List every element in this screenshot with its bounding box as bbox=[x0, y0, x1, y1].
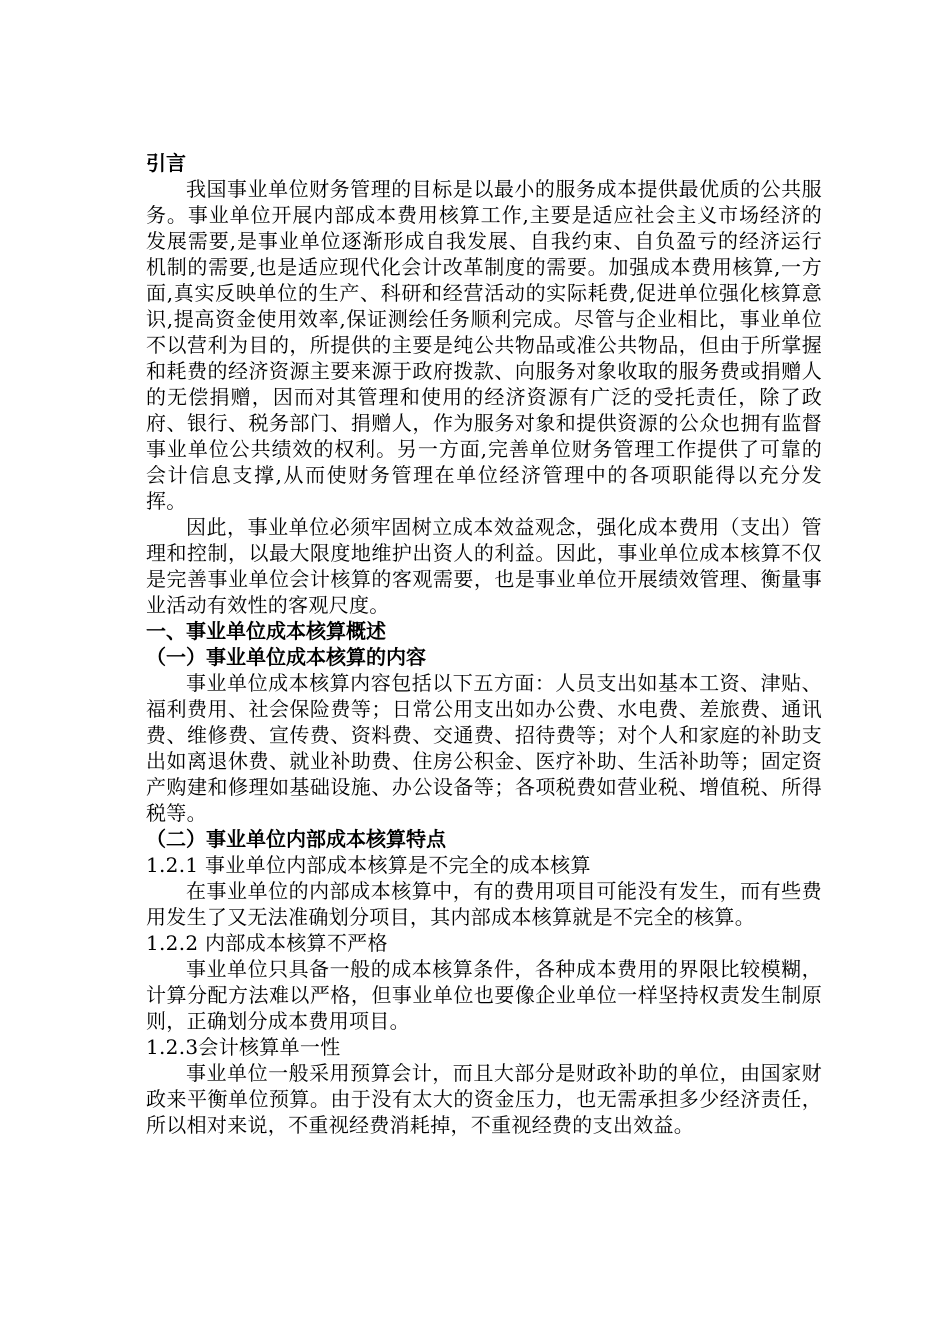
subsection-1-paragraph: 事业单位成本核算内容包括以下五方面：人员支出如基本工资、津贴、福利费用、社会保险费等；日常公用支出如办公费、水电费、差旅费、通讯费、维修费、宣传费、资料费、交通费、招待费等；对个人和家庭的补助支出如离退休费、就业补助费、住房公积金、医疗补助、生活补助等；固定资产购建和修理如基础设施、办公设备等；各项税费如营业税、增值税、所得税等。 bbox=[146, 671, 822, 825]
subsection-1-heading: （一）事业单位成本核算的内容 bbox=[146, 645, 426, 669]
intro-paragraph-1: 我国事业单位财务管理的目标是以最小的服务成本提供最优质的公共服务。事业单位开展内部成本费用核算工作,主要是适应社会主义市场经济的发展需要,是事业单位逐渐形成自我发展、自我约束、自负盈亏的经济运行机制的需要,也是适应现代化会计改革制度的需要。加强成本费用核算,一方面,真实反映单位的生产、科研和经营活动的实际耗费,促进单位强化核算意识,提高资金使用效率,保证测绘任务顺利完成。尽管与企业相比，事业单位不以营利为目的，所提供的主要是纯公共物品或准公共物品，但由于所掌握和耗费的经济资源主要来源于政府拨款、向服务对象收取的服务费或捐赠人的无偿捐赠，因而对其管理和使用的经济资源有广泛的受托责任，除了政府、银行、税务部门、捐赠人，作为服务对象和提供资源的公众也拥有监督事业单位公共绩效的权利。另一方面,完善单位财务管理工作提供了可靠的会计信息支撑,从而使财务管理在单位经济管理中的各项职能得以充分发挥。 bbox=[146, 177, 822, 513]
subsection-2-heading: （二）事业单位内部成本核算特点 bbox=[146, 827, 446, 851]
item-1-2-3-title: 1.2.3会计核算单一性 bbox=[146, 1035, 341, 1059]
document-page bbox=[146, 150, 822, 1138]
item-1-2-1-paragraph: 在事业单位的内部成本核算中，有的费用项目可能没有发生，而有些费用发生了又无法准确划分项目，其内部成本核算就是不完全的核算。 bbox=[146, 879, 822, 929]
intro-paragraph-2: 因此，事业单位必须牢固树立成本效益观念，强化成本费用（支出）管理和控制，以最大限度地维护出资人的利益。因此，事业单位成本核算不仅是完善事业单位会计核算的客观需要，也是事业单位开展绩效管理、衡量事业活动有效性的客观尺度。 bbox=[146, 515, 822, 617]
item-1-2-1-title: 1.2.1 事业单位内部成本核算是不完全的成本核算 bbox=[146, 853, 591, 877]
item-1-2-2-title: 1.2.2 内部成本核算不严格 bbox=[146, 931, 388, 955]
item-1-2-3-paragraph: 事业单位一般采用预算会计，而且大部分是财政补助的单位，由国家财政来平衡单位预算。由于没有太大的资金压力，也无需承担多少经济责任，所以相对来说，不重视经费消耗掉，不重视经费的支出效益。 bbox=[146, 1061, 822, 1137]
intro-heading: 引言 bbox=[146, 151, 186, 175]
section-1-heading: 一、事业单位成本核算概述 bbox=[146, 619, 386, 643]
item-1-2-2-paragraph: 事业单位只具备一般的成本核算条件，各种成本费用的界限比较模糊，计算分配方法难以严格，但事业单位也要像企业单位一样坚持权责发生制原则，正确划分成本费用项目。 bbox=[146, 957, 822, 1033]
